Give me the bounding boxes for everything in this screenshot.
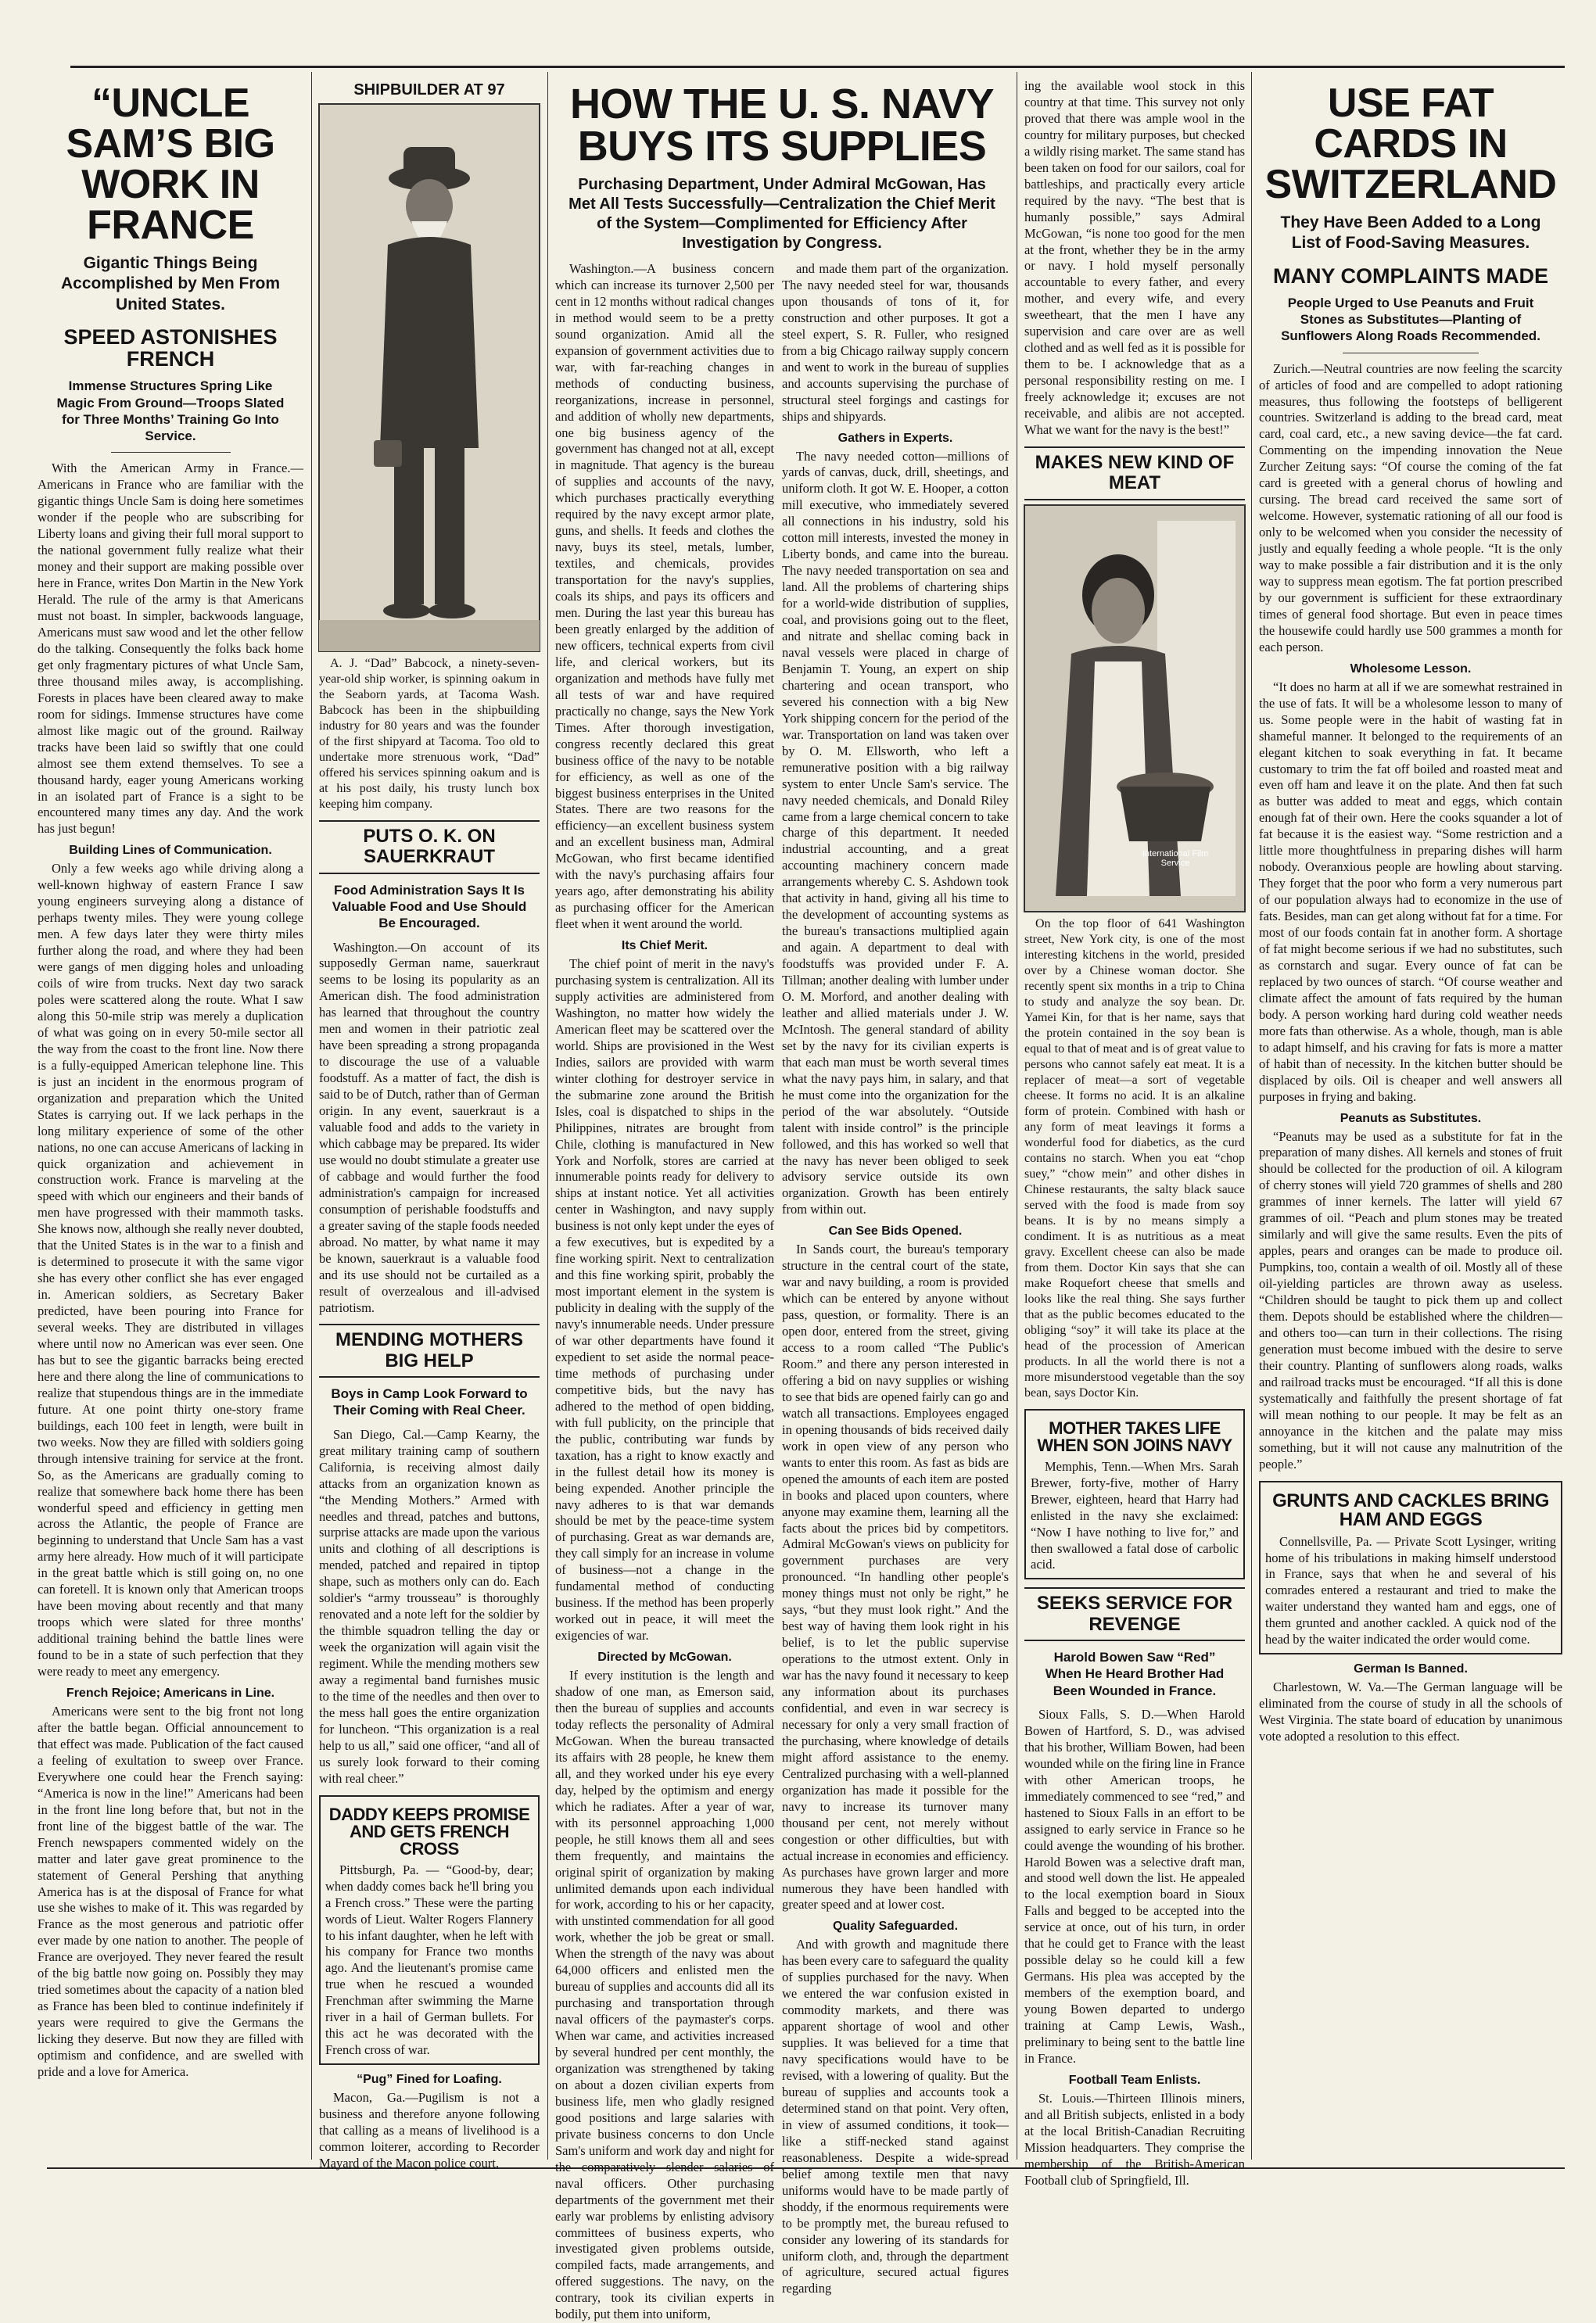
photo-credit: International Film Service bbox=[1142, 848, 1209, 868]
column-rule bbox=[1251, 72, 1252, 2160]
bottom-rule bbox=[47, 2167, 1565, 2169]
column-5 bbox=[1259, 78, 1562, 2158]
article-body: The chief point of merit in the navy's purchasing system is centralization. All its supply activities are administered from Washington, no matter how widely the American fleet may be scattered over the world. Ships are provisioned in the West Indies, sailors are provided with warm winter clothing for destroyer service in the submarine zone around the British Isles, coal is dispatched to ships in the Philippines, nitrates are brought from Chile, clothing is manufactured in New York and Norfolk, stores are carried at innumerable points ready for delivery to ships at instant notice. Yet all activities center in Washington, and navy supply business is not only kept under the eyes of a few executives, but is expedited by a fine working spirit. Next to centralization and this fine working spirit, probably the most important element in the system is publicity in dealing with the supply of the navy's innumerable needs. Under pressure of war other departments have found it expedient to set aside the normal peace-time methods of purchasing under competitive bids, but the navy has adhered to the method of open bidding, with full publicity, on the principle that the public, contributing war funds by taxation, has a right to know exactly and in the fullest detail how its money is being expended. Another principle the navy adheres to is that war demands should be met by the peace-time system of purchasing. Great as war demands are, they call simply for an increase in volume of business—not a change in the fundamental method of conducting business. If the method has been properly worked out in peace, it will meet the exigencies of war. bbox=[555, 956, 774, 1644]
crosshead: Building Lines of Communication. bbox=[69, 844, 272, 858]
article-headline: “UNCLE SAM’S BIG WORK IN FRANCE bbox=[66, 81, 275, 248]
article-body: “Peanuts may be used as a substitute for fat in the preparation of many dishes. All kernels and stones of fruit should be collected for the production of oil. A kilogram of cherry stones will yield 720 grammes of shells and 280 grammes of inner kernels. The latter will yield 67 grammes of oil. “Peach and plum stones may be treated similarly and will give the same results. Even the pits of apples, pears and oranges can be made to produce oil. Pumpkins, too, contain a wealth of oil. Mostly all of these oil-yielding particles are thrown away as useless. “Children should be taught to pick them up and collect them. Depots should be established where the children—and others too—can turn in their collections. The rising generation must become imbued with the desire to serve their country. Planting of sunflowers along roads, walks and railroad tracks must be encouraged. “If all this is done systematically and faithfully the present shortage of fat will mean nothing to our people. It may be felt as an annoyance in the kitchen and the palate may miss something, but it will not cause any malnutrition of the people.” bbox=[1259, 1128, 1562, 1472]
photo-title: SHIPBUILDER AT 97 bbox=[353, 81, 505, 99]
article-body: Americans were sent to the big front not long after the battle began. Official announcement to that effect was made. Publication of the fact caused a feeling of exultation to sweep over France. Everywhere one could hear the French saying: “America is now in the line!” Americans had been in the front line long before that, but not in the front line of the biggest battle of the war. The French newspapers commented widely on the matter and later gave great prominence to the statement of General Pershing that anything America has is at the disposal of France for what use she wishes to make of it. This was regarded by France as the most generous and patriotic offer ever made by one nation to another. The people of France are overjoyed. They never feared the result of the big battle now going on. Possibly they may tried sometimes about the capacity of a nation bled as France has been bled to continue indefinitely if years were required to give the Germans the licking they deserve. But now they are filled with optimism and confidence, and are swelled with pride and a love for America. bbox=[38, 1704, 303, 2079]
article-headline: SEEKS SERVICE FOR REVENGE bbox=[1024, 1587, 1245, 1641]
column-rule bbox=[311, 72, 312, 2160]
article-body: St. Louis.—Thirteen Illinois miners, and all British subjects, enlisted in a body at the local British-Canadian Recruiting Mission headquarters. They comprise the membership of the British-American Football club of Springfield, Ill. bbox=[1024, 2090, 1245, 2188]
crosshead: Gathers in Experts. bbox=[837, 431, 953, 445]
article-headline: USE FAT CARDS IN SWITZERLAND bbox=[1264, 81, 1557, 207]
article-body: Washington.—On account of its supposedly German name, sauerkraut seems to be losing its popularity as an American dish. The food administration has learned that throughout the country men and women in their patriotic zeal have been spreading a strong propaganda to discourage the use of a valuable foodstuff. As a matter of fact, the dish is said to be of Dutch, rather than of German origin. In any event, sauerkraut is a valuable food and adds to the variety in which cabbage may be prepared. Its wider use would no doubt stimulate a greater use of cabbage and would further the food administration's campaign for increased consumption of perishable foodstuffs and a greater saving of the staple foods needed abroad. No matter, by what name it may be known, sauerkraut is a valuable food and its use should not be curtailed as a result of overzealous and ill-advised patriotism. bbox=[319, 939, 540, 1315]
article-body: In Sands court, the bureau's temporary structure in the central court of the state, war and navy building, a room is provided which can be entered by anyone without pass, question, or formality. There is an open door, entered from the street, giving access to a room called “The Public's Room.” and there any person interested in offering a bid on navy supplies or wishing to see that bids are opened fairly can go and watch all transactions. Employees engaged in opening thousands of bids received daily work in open view of any person who wants to enter this room. As fast as bids are opened the amounts of each item are posted in books and placed upon counters, where anyone may examine them, learning all the facts about the prices bid by competitors. Admiral McGowan's views on publicity for government purchases are very pronounced. “In handling other people's money things must not only be right,” he says, “but they must look right.” And the best way of having them look right in his belief, is to let the public supervise operations to the utmost extent. Only in war has the navy found it necessary to keep any information about its purchases confidential, and even in war secrecy is necessary for only a very small fraction of the purchasing, where knowledge of details might afford assistance to the enemy. Centralized purchasing with a well-planned organization has made it possible for the navy to increase its turnover many thousand per cent, not merely without congestion or other difficulties, but with actual increase in economies and efficiency. As purchases have grown larger and more numerous they have been handled with greater speed and at lower cost. bbox=[782, 1242, 1010, 1913]
article-deck: Immense Structures Spring Like Magic From Ground—Troops Slated for Three Months’ Training Go Into Service. bbox=[56, 378, 285, 444]
column-4 bbox=[1024, 78, 1245, 2188]
crosshead: Football Team Enlists. bbox=[1068, 2073, 1201, 2087]
article-deck: People Urged to Use Peanuts and Fruit Stones as Substitutes—Planting of Sunflowers Along Roads Recommended. bbox=[1281, 295, 1540, 344]
shipbuilder-photo bbox=[319, 104, 540, 651]
article-deck: Harold Bowen Saw “Red” When He Heard Brother Had Been Wounded in France. bbox=[1045, 1650, 1225, 1698]
crosshead: Quality Safeguarded. bbox=[832, 1920, 959, 1934]
photo-caption: On the top floor of 641 Washington street, New York city, is one of the most interesting kitchens in the world, presided over by a Chinese woman doctor. She recently spent six months in a trip to China to study and analyze the soy bean. Dr. Yamei Kin, for that is her name, says that the protein contained in the soy bean is equal to that of meat and is of great value to persons who cannot safely eat meat. It is a replacer of meat—a sort of vegetable cheese. It forms no acid. It is an alkaline form of protein. Combined with hash or any form of meat leavings it forms a wonderful food for diabetics, as the curd contains no starch. When you eat “chop suey,” “chow mein” and other dishes in Chinese restaurants, the salty black sauce served with the food is made from soy beans. It is by no means simply a condiment. It is as nutritious as a meat gravy. Excellent cheese can also be made from them. Doctor Kin says that she can make Roquefort cheese that smells and looks like the real thing. She says further that as the public becomes educated to the obliging “soy” it will take its place at the head of the procession of American products. In all the world there is not a more misunderstood vegetable than the soy bean, says Doctor Kin. bbox=[1024, 916, 1245, 1400]
article-headline: MOTHER TAKES LIFE WHEN SON JOINS NAVY bbox=[1037, 1418, 1232, 1455]
article-body: Only a few weeks ago while driving along a well-known highway of eastern France I saw young engineers surveying along a distance of perhaps twenty miles. They were young college men. A few days later they were thirty miles further along the road, and where they had been were gangs of men digging holes and unloading coils of wire from trucks. Next day two sarack poles were scattered along the route. What I saw along this 50-mile strip was merely a duplication of what was going on in every 50-mile sector all the way from the coast to the front line. Now there is a fully-equipped American telephone line. This is just an incident in the enormous program of organization and preparation which the United States is carrying out. If we lack perhaps in the long military experience of some of the other nations, no one can accuse Americans of lacking in quick organization and achievement in construction work. France is marveling at the speed with which our engineers and their bands of men have progressed with their mammoth tasks. She knows now, although she really never doubted, that the United States is in the war to a finish and is determined to prosecute it with the same vigor she has every other conflict she has ever engaged in. American soldiers, as Secretary Baker predicted, have been pouring into France for several weeks. They are distributed in villages where until now no American was ever seen. One has but to see the gigantic barracks being erected here and there along the line of communications to realize that stupendous things are in the immediate future. At one point thirty one-story frame buildings, each 100 feet in length, were built in two weeks. Now they are filled with soldiers going through intensive training for service at the front. So, as the Americans are gradually coming to realize that somewhere back home there has been wonderful speed and efficiency in getting men across the Atlantic, the people of France are beginning to understand that Uncle Sam has a vast army here already. How much of it will participate in the great battle which is still going on, no one can foretell. It is known only that American troops have been moving about recently and that many troops which were slated for three months' additional training behind the battle lines were found to be in a state of such perfection that they were ready to meet any emergency. bbox=[38, 861, 303, 1680]
article-body: ing the available wool stock in this country at that time. This survey not only proved that there was ample wool in the country for military purposes, but checked a wildly rising market. The same stand has been taken on food for our sailors, coal for battleships, and practically every article required by the navy. “The best that is humanly possible,” says Admiral McGowan, “is none too good for the men at the front, whether they be in the army or navy. I hold myself personally accountable to every father, and every mother, and every wife, and every sweetheart, that the men I have any supervision and care over are as well clothed and as well fed as it is possible for them to be. I acknowledge that as a personal responsibility resting on me. I freely acknowledge it; excuses are not receivable, and alibis are not accepted. What we want for the navy is the best!” bbox=[1024, 78, 1245, 438]
article-body: And with growth and magnitude there has been every care to safeguard the quality of supplies purchased for the navy. When we entered the war confusion existed in commodity markets, and there was apparent shortage of wool and other supplies. It was believed for a time that navy specifications would have to be revised, with a lowering of quality. But the bureau of supplies and accounts took a determined stand on that point. Very often, in view of assumed conditions, it took—like a stiff-necked stand against reasonableness. Despite a wide-spread belief among textile men that navy uniforms would have to be made partly of shoddy, if the enormous requirements were to be promptly met, the bureau refused to consider any lowering of its standards for uniform cloth, and, through the department of agriculture, secured actual figures regarding bbox=[782, 1937, 1009, 2296]
article-headline: DADDY KEEPS PROMISE AND GETS FRENCH CROSS bbox=[328, 1804, 530, 1859]
crosshead: Directed by McGowan. bbox=[597, 1651, 732, 1665]
crosshead: German Is Banned. bbox=[1354, 1662, 1468, 1676]
crosshead: Peanuts as Substitutes. bbox=[1340, 1111, 1482, 1125]
column-3 bbox=[555, 78, 1010, 2322]
crosshead: French Rejoice; Americans in Line. bbox=[66, 1687, 275, 1701]
article-body: and made them part of the organization. The navy needed steel for war, thousands upon thousands of tons of it, for construction and other purposes. It got a steel expert, S. R. Fuller, who resigned from a big Chicago railway supply concern and went to work in the bureau of supplies and accounts supervising the purchase of structural steel forgings and castings for ships and shipyards. bbox=[782, 261, 1009, 424]
column-rule bbox=[547, 72, 548, 2160]
article-deck: They Have Been Added to a Long List of Food-Saving Measures. bbox=[1280, 213, 1541, 253]
article-deck: Gigantic Things Being Accomplished by Men From United States. bbox=[60, 254, 281, 314]
article-body: “It does no harm at all if we are somewhat restrained in the use of fats. It will be a wholesome lesson to many of us. Some people were in the habit of wasting fat in shameful manner. It belonged to the requirements of an elegant kitchen to soak everything in fat. It became customary to trim the fat off boiled and roasted meat and even off ham and leave it on the plate. And then fat such as butter was added to meat and eggs, which contain enough fat of their own. Here the cooks squander a lot of fat because it is the easiest way. “Some restriction and a little more thoughtfulness in preparing dishes will harm nobody. Overanxious people are howling about starving. They forget that the poor who form a very numerous part of our population always had to economize in the use of fats. Besides, man can get along without fat for a time. For most of our foods contain fat in another form. A shortage of fat might become serious if we had no substitutes, such as cornstarch and sugar. Every ounce of fat can be replaced by two ounces of starch. “Of course weather and climate affect the amount of fats required by the human body. A person working hard during cold weather needs more fats than otherwise. As a whole, though, man is able to adapt himself, and his craving for fats is more a matter of habit than of necessity. In the kitchen butter should be displaced by oils. Oil is cheaper and well answers all purposes in frying and baking. bbox=[1259, 679, 1562, 1104]
article-body: With the American Army in France.—Americans in France who are familiar with the gigantic things Uncle Sam is doing here sometimes wonder if the people who are subscribing for Liberty loans and giving their full moral support to the national government fully realize what their money and their support are making possible over here in France, writes Don Martin in the New York Herald. The rule of the army is that Americans must not boast. In simpler, backwoods language, Americans must saw wood and let the other fellow do the talking. Consequently the folks back home get only fragmentary pictures of what Uncle Sam, three thousand miles away, is accomplishing. Forests in places have been cleared away to make room for sidings. Immense structures have come almost like magic out of the ground. Railway tracks have been laid so swiftly that one could almost see them extend themselves. To see a thousand hardy, eager young Americans working in an isolated part of France is a sight to be encountered many times any day. And the work has just begun! bbox=[38, 461, 303, 837]
boxed-article bbox=[1259, 1481, 1562, 1655]
subcolumn-left bbox=[555, 261, 774, 2322]
boxed-article bbox=[319, 1795, 540, 2065]
article-headline: HOW THE U. S. NAVY BUYS ITS SUPPLIES bbox=[569, 81, 995, 170]
article-body: Macon, Ga.—Pugilism is not a business and therefore anyone following that calling as a means of livelihood is a common loiterer, according to Recorder Mayard of the Macon police court. bbox=[319, 2090, 540, 2171]
article-body: If every institution is the length and shadow of one man, as Emerson said, then the bureau of supplies and accounts today reflects the personality of Admiral McGowan. When the bureau transacted its affairs with 28 people, he knew them all, and they worked under his eye every day, helped by the optimism and energy which he radiates. After a year of war, with its personnel approaching 1,000 people, he still knows them all and sees them frequently, and maintains the original spirit of organization by making unlimited demands upon each individual for work, according to his or her capacity, with unstinted commendation for all good work, whether the job be great or small. When the strength of the navy was about 64,000 officers and enlisted men the bureau of supplies and accounts did all its purchasing and transportation through naval officers of the paymaster's corps. When war came, and activities increased by several hundred per cent monthly, the organization was strengthened by taking on about a dozen civilian experts from business life, men who gladly resigned good positions and large salaries with private business concerns to don Uncle Sam's uniform and work day and night for the comparatively slender salaries of naval officers. Other purchasing departments of the government met their early war problems by enlisting advisory committees of business experts, who investigated given problems outside, compiled facts, made arrangements, and offered suggestions. The navy, on the contrary, took its civilian experts in bodily, put them into uniform, bbox=[555, 1668, 774, 2322]
article-body: The navy needed cotton—millions of yards of canvas, duck, drill, sheetings, and uniform cloth. It got W. E. Hooper, a cotton mill executive, who immediately severed all connections in his industry, sold his cotton mill interests, invested the money in Liberty bonds, and came into the bureau. The navy needed transportation on sea and land. All the problems of chartering ships for a world-wide distribution of supplies, coal, and provisions going out to the fleet, and nitrate and shellac coming back in naval vessels were placed in charge of Benjamin T. Young, an expert on ship chartering and ocean transport, who severed his connection with a big New York shipping concern for the period of the war. Transportation on land was taken over by O. M. Ellsworth, who left a remunerative position with a big railway system to enter Uncle Sam's service. The navy needed chemicals, and Donald Riley came from a large chemical concern to take charge of this department. It needed industrial accounting, and a great accounting machinery concern made arrangements whereby C. S. Ashdown took that activity in hand, giving all his time to the development of accounting systems as the bureau's transactions multiplied again and again. A department to deal with foodstuffs was provided under F. A. Tillman; another dealing with lumber under O. M. Morford, and another dealing with leather and allied materials under J. W. McIntosh. The general standard of ability set by the navy for its civilian experts is that each man must be worth several times what the navy pays him, in salary, and that he must come into the organization for the period of the war absolutely. “Outside talent with inside control” is the principle followed, and this has worked so well that the navy has never been obliged to seek advisory service outside its own organization. Growth has been entirely from within out. bbox=[782, 448, 1009, 1217]
crosshead: Can See Bids Opened. bbox=[828, 1224, 963, 1239]
photo-title: MAKES NEW KIND OF MEAT bbox=[1024, 446, 1245, 500]
article-subhead: SPEED ASTONISHES FRENCH bbox=[63, 324, 278, 371]
photo-caption: A. J. “Dad” Babcock, a ninety-seven-year-old ship worker, is spinning oakum in the Seaborn yards, at Tacoma Wash. Babcock has been in the shipbuilding industry for 80 years and was the founder of the first shipyard at Tacoma. Too old to undertake more strenuous work, “Dad” offered his services spinning oakum and is at his post daily, his trusty lunch box keeping him company. bbox=[319, 657, 540, 811]
subcolumn-right bbox=[782, 261, 1010, 2296]
article-body: Pittsburgh, Pa. — “Good-by, dear; when daddy comes back he'll bring you a French cross.” These were the parting words of Lieut. Walter Rogers Flannery to his infant daughter, when he left with his company for France two months ago. And the lieutenant's promise came true when he rescued a wounded Frenchman after swimming the Marne river in a hail of German bullets. For this act he was decorated with the French cross of war. bbox=[325, 1862, 533, 2058]
article-deck: Boys in Camp Look Forward to Their Coming with Real Cheer. bbox=[331, 1386, 528, 1418]
column-1 bbox=[38, 78, 303, 2158]
top-rule bbox=[70, 66, 1565, 68]
article-headline: MENDING MOTHERS BIG HELP bbox=[319, 1324, 540, 1378]
column-2 bbox=[319, 78, 540, 2171]
boxed-article bbox=[1024, 1409, 1245, 1580]
article-body: Sioux Falls, S. D.—When Harold Bowen of Hartford, S. D., was advised that his brother, William Bowen, had been wounded while on the firing line in France with other American troops, he immediately commenced to see “red,” and hastened to Sioux Falls in an effort to be assigned to early service in France so he could avenge the wounding of his brother. Harold Bowen was a selective draft man, and stood well down the list. He appealed to the local exemption board in Sioux Falls and begged to be accepted into the service at once, out of his turn, in order that he could get to France with the least possible delay so he could kill a few Germans. His plea was accepted by the members of the exemption board, and young Bowen departed to undergo training at Camp Lewis, Wash., preliminary to being sent to the battle line in France. bbox=[1024, 1706, 1245, 2066]
divider bbox=[111, 452, 231, 453]
article-body: Connellsville, Pa. — Private Scott Lysinger, writing home of his tribulations in making himself understood in France, says that when he and several of his comrades entered a restaurant and tried to make the waiter understand they wanted ham and eggs, one of them grunted and another cackled. A quick nod of the head by the waiter indicated the order would come. bbox=[1265, 1533, 1556, 1647]
article-body: Memphis, Tenn.—When Mrs. Sarah Brewer, forty-five, mother of Harry Brewer, eighteen, heard that Harry had enlisted in the navy she exclaimed: “Now I have nothing to live for,” and then swallowed a fatal dose of carbolic acid. bbox=[1031, 1458, 1239, 1572]
article-headline: GRUNTS AND CACKLES BRING HAM AND EGGS bbox=[1272, 1490, 1549, 1530]
article-body: Zurich.—Neutral countries are now feeling the scarcity of articles of food and are compelled to adopt rationing measures, thus following the footsteps of belligerent countries. Switzerland is adding to the bread card, meat card, coal card, etc., a new saving device—the fat card. Commenting on the impending innovation the Neue Zurcher Zeitung says: “Of course the coming of the fat card is greeted with a general chorus of howling and cursing. The bread card received the same sort of welcome. However, systematic rationing of all our food is only to be welcomed when you consider the necessity of justly and equally feeding a whole people. “It is the only way to make possible a fair distribution and it is the only way to suppress mean egotism. The fat portion prescribed by our government is sufficient for these extraordinary times of general food shortage. But even in peace times the housewife could hardly use 500 grammes a month for each person. bbox=[1259, 360, 1562, 654]
crosshead: “Pug” Fined for Loafing. bbox=[357, 2073, 502, 2087]
article-headline: PUTS O. K. ON SAUERKRAUT bbox=[319, 820, 540, 874]
article-deck: Purchasing Department, Under Admiral McGowan, Has Met All Tests Successfully—Centralization the Chief Merit of the System—Complimented for Efficiency After Investigation by Congress. bbox=[568, 176, 995, 252]
article-body: San Diego, Cal.—Camp Kearny, the great military training camp of southern California, is receiving almost daily attacks from an organization known as “the Mending Mothers.” Armed with needles and thread, patches and buttons, surprise attacks are made upon the various units and clothing of all descriptions is mended, patched and repaired in tiptop shape, such as mothers only can do. Each soldier's “army trousseau” is thoroughly renovated and a note left for the soldier by the thimble squadron telling the day or week the organization will again visit the regiment. While the mending mothers sew away a regimental band furnishes music to the time of the needles and then over to the mess hall goes the entire organization for luncheon. “This organization is a real help to us all,” said one officer, “and all of us surely look forward to their coming with real cheer.” bbox=[319, 1426, 540, 1786]
photo-frame bbox=[1024, 505, 1245, 912]
crosshead: Its Chief Merit. bbox=[621, 939, 708, 953]
article-deck: Food Administration Says It Is Valuable Food and Use Should Be Encouraged. bbox=[332, 882, 527, 931]
soybean-kitchen-photo bbox=[1024, 505, 1245, 912]
article-body: Charlestown, W. Va.—The German language will be eliminated from the course of study in all the schools of West Virginia. The state board of education by unanimous vote adopted a resolution to this effect. bbox=[1259, 1680, 1562, 1744]
crosshead: Wholesome Lesson. bbox=[1350, 661, 1472, 676]
article-body: Washington.—A business concern which can increase its turnover 2,500 per cent in 12 months without radical changes in method would seem to be a pretty sound organization. Amid all the expansion of government activities due to war, with far-reaching changes in methods of conducting business, reorganizations, increase in personnel, and addition of wholly new departments, one big business agency of the government has changed not at all, except in magnitude. That agency is the bureau of supplies and accounts of the navy, which purchases practically everything required by the navy except armor plate, guns, and shells. It feeds and clothes the navy, buys its steel, metals, lumber, textiles, and chemicals, provides transportation for the navy's supplies, coals its ships, and pays its officers and men. During the last year this bureau has been greatly enlarged by the addition of new officers, technical experts from civil life, and clerical workers, but its organization and methods have fully met all tests of war and have required practically no change, says the New York Times. After thorough investigation, congress recently declared this great business office of the navy to be notable for efficiency, as well as one of the biggest business enterprises in the United States. There are two reasons for the efficiency—an excellent business system and an excellent business man, Admiral McGowan, who first became identified with the navy's purchasing affairs four years ago, after demonstrating his ability as purchasing officer for the American fleet when it went around the world. bbox=[555, 261, 774, 932]
article-subhead: MANY COMPLAINTS MADE bbox=[1272, 263, 1548, 288]
